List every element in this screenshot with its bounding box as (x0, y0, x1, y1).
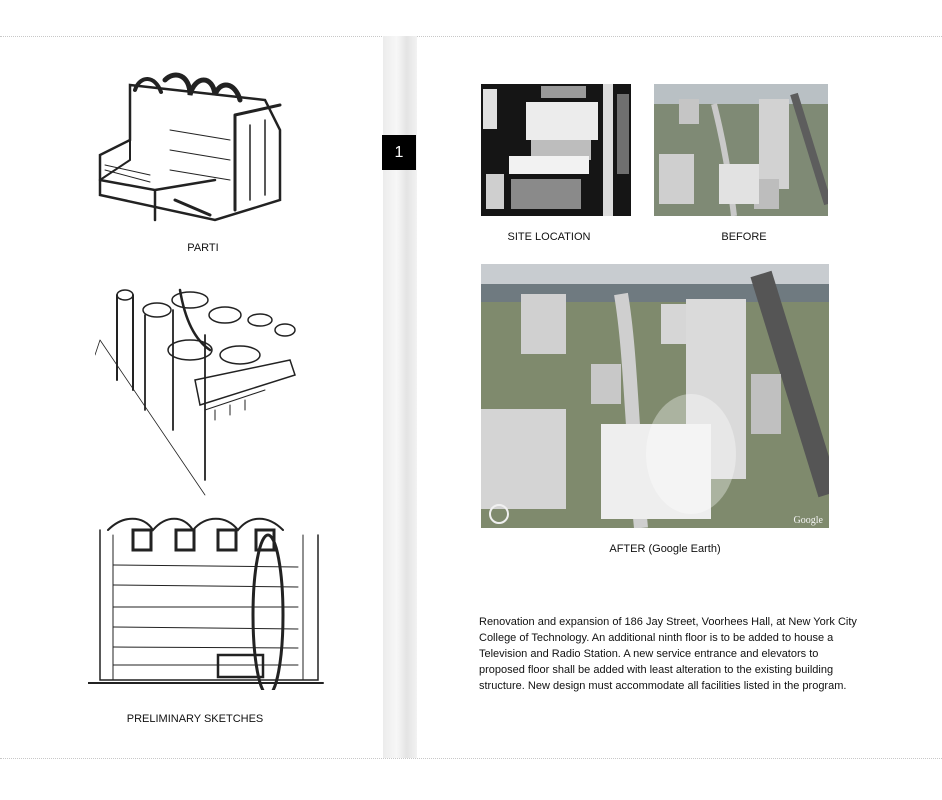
before-aerial-view (654, 84, 828, 216)
parti-sketch (95, 70, 295, 230)
perspective-sketch (95, 280, 305, 500)
page-number-badge: 1 (382, 135, 416, 170)
top-dotted-rule (0, 36, 942, 37)
before-caption: BEFORE (721, 231, 767, 243)
after-caption: AFTER (Google Earth) (609, 543, 721, 555)
bottom-dotted-rule (0, 758, 942, 759)
preliminary-sketches-caption: PRELIMINARY SKETCHES (126, 713, 264, 725)
elevation-sketch (88, 515, 328, 690)
project-description: Renovation and expansion of 186 Jay Street, Voorhees Hall, at New York City College of Technology. An additional ninth floor is to be added to house a Television and Radio Station. A new service entrance and elevators to proposed floor shall be added with least alteration to the existing building structure. New design must accommodate all facilities listed in the program. (479, 616, 857, 692)
parti-caption: PARTI (187, 242, 219, 254)
after-aerial-view (481, 264, 829, 528)
google-watermark: Google (793, 515, 823, 526)
site-location-map (481, 84, 631, 216)
site-location-caption: SITE LOCATION (507, 231, 591, 243)
